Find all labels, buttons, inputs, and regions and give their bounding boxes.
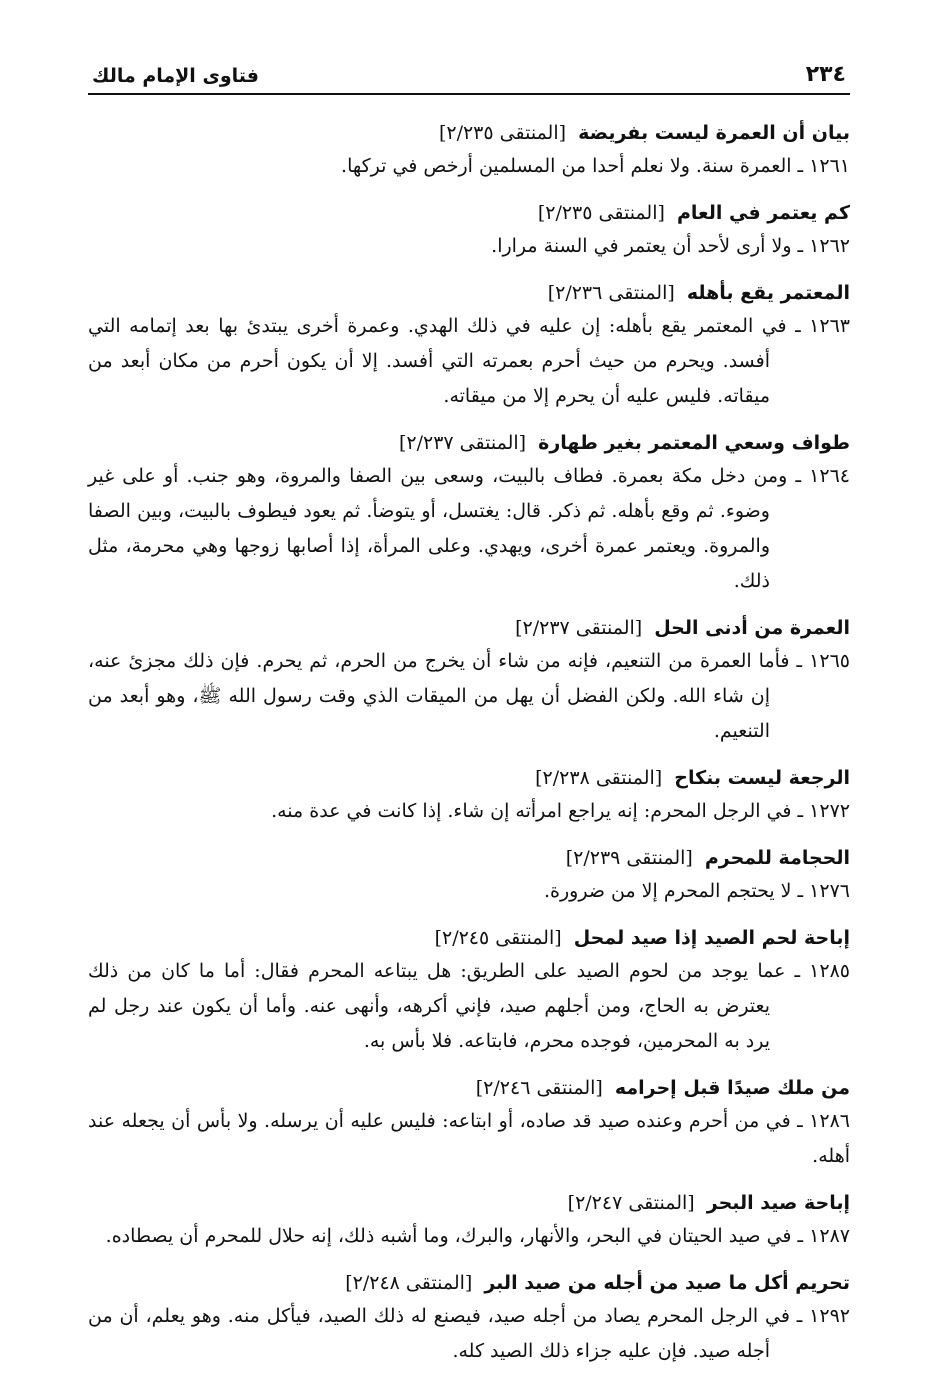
fatwa-section xyxy=(88,427,850,599)
fatwa-section xyxy=(88,842,850,909)
section-heading xyxy=(88,1187,850,1219)
source-reference: [المنتقى ٢/٢٣٥] xyxy=(438,122,567,144)
section-heading xyxy=(88,922,850,954)
source-reference: [المنتقى ٢/٢٣٧] xyxy=(398,432,527,454)
fatwa-section xyxy=(88,1267,850,1369)
heading-text: العمرة من أدنى الحل xyxy=(654,617,850,639)
book-title: فتاوى الإمام مالك xyxy=(92,65,259,87)
fatwa-section xyxy=(88,922,850,1059)
heading-text: إباحة لحم الصيد إذا صيد لمحل xyxy=(573,927,850,949)
section-heading xyxy=(88,277,850,309)
entry-number: ١٢٦٤ xyxy=(809,465,850,487)
entry-number: ١٢٦١ xyxy=(809,155,850,177)
entry-text: فأما العمرة من التنعيم، فإنه من شاء أن يخرج من الحرم، ثم يحرم. فإن ذلك مجزئ عنه، إن شاء الله. ولكن الفضل أن يهل من الميقات الذي وقت رسول الله ﷺ، وهو أبعد من التنعيم. xyxy=(88,650,790,742)
section-heading xyxy=(88,1267,850,1299)
source-reference: [المنتقى ٢/٢٣٩] xyxy=(565,847,693,869)
fatwa-entry: ١٢٦٣ ـ في المعتمر يقع بأهله: إن عليه في ذلك الهدي. وعمرة أخرى يبتدئ بها بعد إتمامه التي أفسد. ويحرم من حيث أحرم بعمرته التي أفسد. إلا أن يكون أحرم من مكان أبعد من ميقاته. فليس عليه أن يحرم إلا من ميقاته. xyxy=(88,315,850,407)
section-heading xyxy=(88,197,850,229)
heading-text: المعتمر يقع بأهله xyxy=(686,282,850,304)
heading-text: كم يعتمر في العام xyxy=(676,202,850,224)
fatwa-entry: ١٢٧٦ ـ لا يحتجم المحرم إلا من ضرورة. xyxy=(544,880,850,902)
fatwa-section xyxy=(88,612,850,749)
book-page xyxy=(88,55,850,1382)
heading-text: إباحة صيد البحر xyxy=(706,1192,850,1214)
fatwa-entry: ١٢٨٧ ـ في صيد الحيتان في البحر، والأنهار، والبرك، وما أشبه ذلك، إنه حلال للمحرم أن يصطاده. xyxy=(105,1225,850,1247)
page-number: ٢٣٤ xyxy=(805,62,846,87)
fatwa-entry: ١٢٦٤ ـ ومن دخل مكة بعمرة. فطاف بالبيت، وسعى بين الصفا والمروة، وهو جنب. أو على غير وضوء. ثم وقع بأهله. ثم ذكر. قال: يغتسل، أو يتوضأ. ثم يعود فيطوف بالبيت، وبين الصفا والمروة. ويعتمر عمرة أخرى، ويهدي. وعلى المرأة، إذا أصابها زوجها وهي محرمة، مثل ذلك. xyxy=(88,465,850,592)
entry-text: ومن دخل مكة بعمرة. فطاف بالبيت، وسعى بين الصفا والمروة، وهو جنب. أو على غير وضوء. ثم وقع بأهله. ثم ذكر. قال: يغتسل، أو يتوضأ. ثم يعود فيطوف بالبيت، وبين الصفا والمروة. ويعتمر عمرة أخرى، ويهدي. وعلى المرأة، إذا أصابها زوجها وهي محرمة، مثل ذلك. xyxy=(88,465,788,592)
section-heading xyxy=(88,1072,850,1104)
source-reference: [المنتقى ٢/٢٣٧] xyxy=(515,617,643,639)
heading-text: من ملك صيدًا قبل إحرامه xyxy=(614,1077,850,1099)
section-heading xyxy=(88,842,850,874)
fatwa-section xyxy=(88,277,850,414)
fatwa-section xyxy=(88,1072,850,1174)
heading-text: الحجامة للمحرم xyxy=(704,847,850,869)
fatwa-entry: ١٢٨٥ ـ عما يوجد من لحوم الصيد على الطريق: هل يبتاعه المحرم فقال: أما ما كان من ذلك يعترض به الحاج، ومن أجلهم صيد، فإني أكرهه، وأنهى عنه. وأما أن يكون عند رجل لم يرد به المحرمين، فوجده محرم، فابتاعه. فلا بأس به. xyxy=(88,960,850,1052)
entry-text: في صيد الحيتان في البحر، والأنهار، والبرك، وما أشبه ذلك، إنه حلال للمحرم أن يصطاده. xyxy=(105,1225,792,1247)
heading-text: الرجعة ليست بنكاح xyxy=(674,767,850,789)
source-reference: [المنتقى ٢/٢٤٨] xyxy=(345,1272,473,1294)
section-heading xyxy=(88,117,850,149)
fatwa-list xyxy=(88,117,850,1369)
entry-number: ١٢٧٢ xyxy=(809,800,850,822)
heading-text: طواف وسعي المعتمر بغير طهارة xyxy=(538,432,850,454)
entry-number: ١٢٧٦ xyxy=(809,880,850,902)
fatwa-entry: ١٢٦٥ ـ فأما العمرة من التنعيم، فإنه من شاء أن يخرج من الحرم، ثم يحرم. فإن ذلك مجزئ عنه، إن شاء الله. ولكن الفضل أن يهل من الميقات الذي وقت رسول الله ﷺ، وهو أبعد من التنعيم. xyxy=(88,650,850,742)
fatwa-entry: ١٢٧٢ ـ في الرجل المحرم: إنه يراجع امرأته إن شاء. إذا كانت في عدة منه. xyxy=(271,800,850,822)
source-reference: [المنتقى ٢/٢٤٦] xyxy=(475,1077,603,1099)
fatwa-section xyxy=(88,762,850,829)
section-heading xyxy=(88,762,850,794)
entry-text: في المعتمر يقع بأهله: إن عليه في ذلك الهدي. وعمرة أخرى يبتدئ بها بعد إتمامه التي أفسد. ويحرم من حيث أحرم بعمرته التي أفسد. إلا أن يكون أحرم من مكان أبعد من ميقاته. فليس عليه أن يحرم إلا من ميقاته. xyxy=(88,315,787,407)
fatwa-entry: ١٢٦٢ ـ ولا أرى لأحد أن يعتمر في السنة مرارا. xyxy=(491,235,850,257)
source-reference: [المنتقى ٢/٢٣٨] xyxy=(535,767,663,789)
fatwa-entry: ١٢٩٢ ـ في الرجل المحرم يصاد من أجله صيد، فيصنع له ذلك الصيد، فيأكل منه. وهو يعلم، أن من أجله صيد. فإن عليه جزاء ذلك الصيد كله. xyxy=(88,1305,850,1362)
entry-text: لا يحتجم المحرم إلا من ضرورة. xyxy=(544,880,792,902)
heading-text: بيان أن العمرة ليست بفريضة xyxy=(578,122,850,144)
source-reference: [المنتقى ٢/٢٤٥] xyxy=(434,927,562,949)
section-heading xyxy=(88,427,850,459)
fatwa-section xyxy=(88,117,850,184)
entry-number: ١٢٨٧ xyxy=(809,1225,850,1247)
entry-text: في الرجل المحرم يصاد من أجله صيد، فيصنع له ذلك الصيد، فيأكل منه. وهو يعلم، أن من أجله صيد. فإن عليه جزاء ذلك الصيد كله. xyxy=(88,1305,790,1362)
fatwa-section xyxy=(88,1187,850,1254)
entry-text: ولا أرى لأحد أن يعتمر في السنة مرارا. xyxy=(491,235,792,257)
fatwa-entry: ١٢٨٦ ـ في من أحرم وعنده صيد قد صاده، أو ابتاعه: فليس عليه أن يرسله. ولا بأس أن يجعله عند أهله. xyxy=(88,1110,850,1167)
source-reference: [المنتقى ٢/٢٤٧] xyxy=(567,1192,695,1214)
source-reference: [المنتقى ٢/٢٣٦] xyxy=(547,282,675,304)
entry-number: ١٢٨٥ xyxy=(809,960,850,982)
fatwa-entry: ١٢٦١ ـ العمرة سنة. ولا نعلم أحدا من المسلمين أرخص في تركها. xyxy=(341,155,850,177)
running-head xyxy=(88,55,850,95)
entry-number: ١٢٦٢ xyxy=(809,235,850,257)
source-reference: [المنتقى ٢/٢٣٥] xyxy=(537,202,665,224)
entry-text: في الرجل المحرم: إنه يراجع امرأته إن شاء. إذا كانت في عدة منه. xyxy=(271,800,792,822)
entry-text: العمرة سنة. ولا نعلم أحدا من المسلمين أرخص في تركها. xyxy=(341,155,792,177)
entry-number: ١٢٦٣ xyxy=(809,315,850,337)
entry-text: عما يوجد من لحوم الصيد على الطريق: هل يبتاعه المحرم فقال: أما ما كان من ذلك يعترض به الحاج، ومن أجلهم صيد، فإني أكرهه، وأنهى عنه. وأما أن يكون عند رجل لم يرد به المحرمين، فوجده محرم، فابتاعه. فلا بأس به. xyxy=(88,960,786,1052)
entry-number: ١٢٩٢ xyxy=(809,1305,850,1327)
entry-text: في من أحرم وعنده صيد قد صاده، أو ابتاعه: فليس عليه أن يرسله. ولا بأس أن يجعله عند أهله. xyxy=(88,1110,850,1167)
fatwa-section xyxy=(88,197,850,264)
entry-number: ١٢٦٥ xyxy=(809,650,850,672)
section-heading xyxy=(88,612,850,644)
heading-text: تحريم أكل ما صيد من أجله من صيد البر xyxy=(484,1272,850,1294)
entry-number: ١٢٨٦ xyxy=(809,1110,850,1132)
